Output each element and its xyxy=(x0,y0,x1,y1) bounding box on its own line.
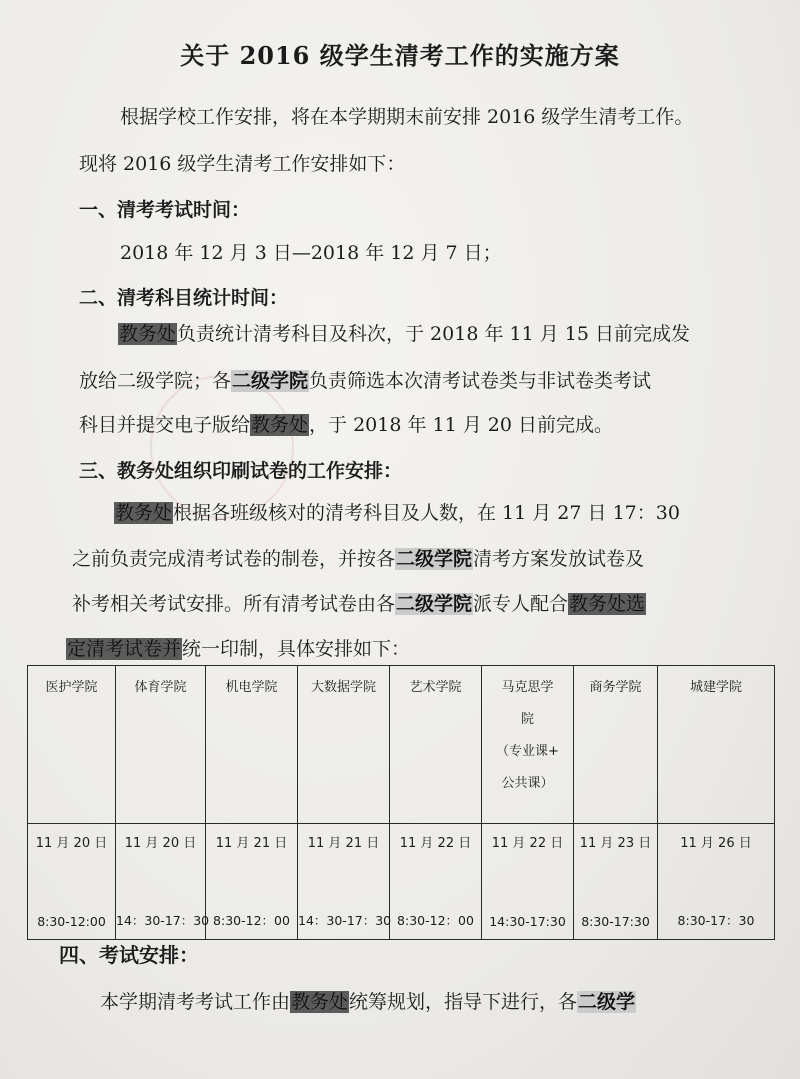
section-1-heading: 一、清考考试时间： xyxy=(79,199,251,221)
section-4-heading: 四、考试安排： xyxy=(59,943,199,967)
section-3-line-4: 定清考试卷并统一印制，具体安排如下： xyxy=(67,638,411,660)
highlight-jiaowuchu: 教务处 xyxy=(119,323,177,345)
intro-line-1: 根据学校工作安排，将在本学期期末前安排 2016 级学生清考工作。 xyxy=(120,106,694,128)
section-3-line-1: 教务处根据各班级核对的清考科目及人数，在 11 月 27 日 17：30 xyxy=(115,502,680,524)
time-cell: 11 月 20 日 8:30-12:00 xyxy=(28,824,116,940)
time-cell: 11 月 26 日 8:30-17：30 xyxy=(658,824,775,940)
section-3-heading: 三、教务处组织印刷试卷的工作安排： xyxy=(79,460,403,482)
time-row xyxy=(28,824,775,940)
section-2-line-2: 放给二级学院；各二级学院负责筛选本次清考试卷类与非试卷类考试 xyxy=(79,370,652,392)
section-2-heading: 二、清考科目统计时间： xyxy=(79,287,289,309)
section-3-line-2: 之前负责完成清考试卷的制卷，并按各二级学院清考方案发放试卷及 xyxy=(72,548,645,570)
highlight-qingkao-shijuan: 定清考试卷并 xyxy=(67,638,182,660)
college-cell: 大数据学院 xyxy=(298,666,390,824)
highlight-erji-xue: 二级学 xyxy=(578,991,636,1013)
highlight-jiaowuchu-xuan: 教务处选 xyxy=(569,593,646,615)
section-4-line-1: 本学期清考考试工作由教务处统筹规划，指导下进行，各二级学 xyxy=(100,991,636,1013)
time-cell: 11 月 22 日 14:30-17:30 xyxy=(482,824,574,940)
time-cell: 11 月 21 日 8:30-12：00 xyxy=(206,824,298,940)
section-3-line-3: 补考相关考试安排。所有清考试卷由各二级学院派专人配合教务处选 xyxy=(72,593,646,615)
highlight-erji-xueyuan: 二级学院 xyxy=(396,593,473,615)
college-cell: 商务学院 xyxy=(574,666,658,824)
highlight-jiaowuchu: 教务处 xyxy=(291,991,349,1013)
college-cell: 体育学院 xyxy=(116,666,206,824)
intro-line-2: 现将 2016 级学生清考工作安排如下： xyxy=(79,153,406,175)
college-cell: 医护学院 xyxy=(28,666,116,824)
highlight-erji-xueyuan: 二级学院 xyxy=(396,548,473,570)
schedule-table xyxy=(27,665,775,940)
college-row xyxy=(28,666,775,824)
time-cell: 11 月 21 日 14：30-17：30 xyxy=(298,824,390,940)
section-2-line-1: 教务处负责统计清考科目及科次，于 2018 年 11 月 15 日前完成发 xyxy=(119,323,690,345)
college-cell: 马克思学 院 （专业课+ 公共课） xyxy=(482,666,574,824)
college-cell: 机电学院 xyxy=(206,666,298,824)
time-cell: 11 月 22 日 8:30-12：00 xyxy=(390,824,482,940)
faint-red-seal xyxy=(150,375,294,519)
time-cell: 11 月 23 日 8:30-17:30 xyxy=(574,824,658,940)
highlight-jiaowuchu: 教务处 xyxy=(251,414,309,436)
highlight-jiaowuchu: 教务处 xyxy=(115,502,173,524)
section-2-line-3: 科目并提交电子版给教务处，于 2018 年 11 月 20 日前完成。 xyxy=(79,414,613,436)
highlight-erji-xueyuan: 二级学院 xyxy=(232,370,309,392)
time-cell: 11 月 20 日 14：30-17：30 xyxy=(116,824,206,940)
section-1-text: 2018 年 12 月 3 日—2018 年 12 月 7 日； xyxy=(120,242,502,264)
document-title: 关于 2016 级学生清考工作的实施方案 xyxy=(180,41,620,70)
college-cell: 艺术学院 xyxy=(390,666,482,824)
college-cell: 城建学院 xyxy=(658,666,775,824)
